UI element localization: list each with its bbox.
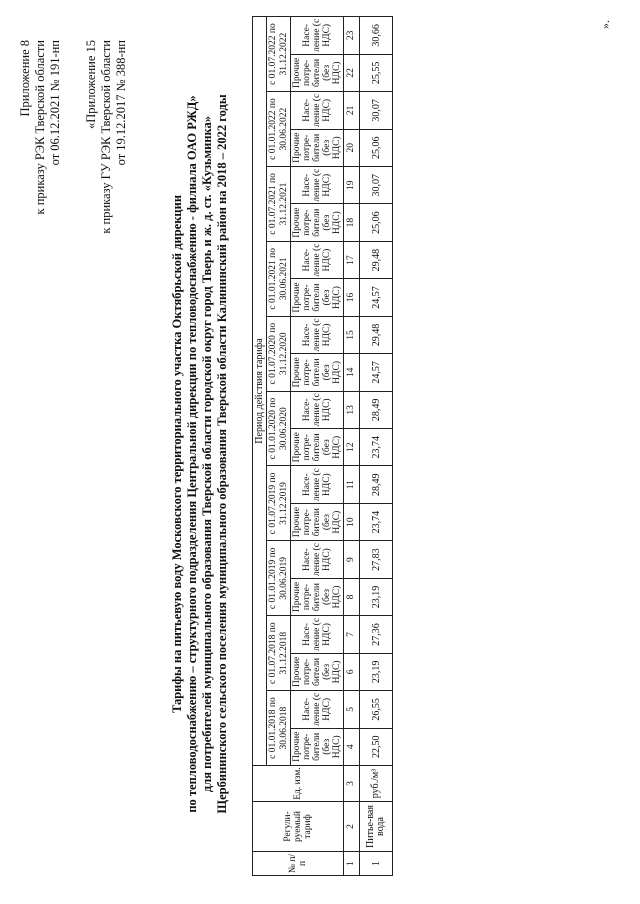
row-number: 1	[360, 852, 393, 876]
population-header: Насе-ление (с НДС)	[291, 92, 344, 129]
population-header: Насе-ление (с НДС)	[291, 241, 344, 278]
tariff-value-cell: 28,49	[360, 391, 393, 428]
population-header: Насе-ление (с НДС)	[291, 167, 344, 204]
other-consumers-header: Прочие потре-бители (без НДС)	[291, 728, 344, 765]
period-header-cell: с 01.07.2020 по 31.12.2020	[267, 316, 291, 391]
tariff-value-cell: 23,74	[360, 429, 393, 466]
title-line: для потребителей муниципального образования Тверской области городской округ город Тверь и ж. д. ст. «Кузьминка»	[200, 115, 214, 793]
title-line: Щербининского сельского поселения муниципального образования Тверской области Калининский район на 2018 – 2022 годы	[215, 94, 229, 814]
period-header-cell: с 01.01.2021 по 30.06.2021	[267, 241, 291, 316]
header-row-1	[253, 17, 267, 876]
column-number-cell: 3	[344, 766, 360, 802]
tariff-value-cell: 27,36	[360, 616, 393, 653]
column-number-cell: 6	[344, 653, 360, 690]
tariff-value-cell: 25,06	[360, 129, 393, 166]
column-number-cell: 1	[344, 852, 360, 876]
other-consumers-header: Прочие потре-бители (без НДС)	[291, 578, 344, 615]
tariff-value-cell: 30,07	[360, 167, 393, 204]
header-unit: Ед. изм.	[253, 766, 344, 802]
population-header: Насе-ление (с НДС)	[291, 17, 344, 55]
population-header: Насе-ление (с НДС)	[291, 616, 344, 653]
column-number-row	[344, 17, 360, 876]
other-consumers-header: Прочие потре-бители (без НДС)	[291, 354, 344, 391]
column-number-cell: 11	[344, 466, 360, 503]
column-number-cell: 8	[344, 578, 360, 615]
other-consumers-header: Прочие потре-бители (без НДС)	[291, 279, 344, 316]
column-number-cell: 19	[344, 167, 360, 204]
other-consumers-header: Прочие потре-бители (без НДС)	[291, 129, 344, 166]
tariff-value-cell: 27,83	[360, 541, 393, 578]
annex-8-line: к приказу РЭК Тверской области	[33, 40, 47, 215]
period-header-cell: с 01.07.2022 по 31.12.2022	[267, 17, 291, 92]
column-number-cell: 20	[344, 129, 360, 166]
header-row-periods	[267, 17, 291, 876]
population-header: Насе-ление (с НДС)	[291, 391, 344, 428]
other-consumers-header: Прочие потре-бители (без НДС)	[291, 54, 344, 91]
tariff-value-cell: 28,49	[360, 466, 393, 503]
column-number-cell: 14	[344, 354, 360, 391]
tariff-table	[252, 16, 393, 876]
column-number-cell: 10	[344, 503, 360, 540]
column-number-cell: 18	[344, 204, 360, 241]
other-consumers-header: Прочие потре-бители (без НДС)	[291, 429, 344, 466]
other-consumers-header: Прочие потре-бители (без НДС)	[291, 204, 344, 241]
title-line: Тарифы на питьевую воду Московского территориального участка Октябрьской дирекции	[170, 194, 184, 714]
tariff-value-cell: 30,07	[360, 92, 393, 129]
annex-8-line: Приложение 8	[18, 40, 32, 117]
annex-8-line: от 06.12.2021 № 191-нп	[48, 40, 62, 166]
annex-15-line: «Приложение 15	[84, 40, 98, 129]
period-header-cell: с 01.07.2021 по 31.12.2021	[267, 167, 291, 242]
other-consumers-header: Прочие потре-бители (без НДС)	[291, 653, 344, 690]
period-header-cell: с 01.01.2022 по 30.06.2022	[267, 92, 291, 167]
annex-15-line: от 19.12.2017 № 388-нп	[114, 40, 128, 166]
column-number-cell: 15	[344, 316, 360, 353]
tariff-table-wrapper	[252, 16, 393, 876]
period-header-cell: с 01.07.2018 по 31.12.2018	[267, 616, 291, 691]
other-consumers-header: Прочие потре-бители (без НДС)	[291, 503, 344, 540]
closing-quote: ».	[598, 20, 612, 29]
column-number-cell: 4	[344, 728, 360, 765]
tariff-value-cell: 23,19	[360, 653, 393, 690]
column-number-cell: 22	[344, 54, 360, 91]
annex-15-reference	[84, 40, 129, 234]
column-number-cell: 23	[344, 17, 360, 55]
document-title	[170, 94, 230, 814]
period-header-cell: с 01.07.2019 по 31.12.2019	[267, 466, 291, 541]
tariff-value-cell: 24,57	[360, 279, 393, 316]
column-number-cell: 17	[344, 241, 360, 278]
column-number-cell: 7	[344, 616, 360, 653]
tariff-value-cell: 23,19	[360, 578, 393, 615]
population-header: Насе-ление (с НДС)	[291, 691, 344, 728]
row-unit: руб./м³	[360, 766, 393, 802]
column-number-cell: 21	[344, 92, 360, 129]
tariff-value-cell: 22,50	[360, 728, 393, 765]
table-row	[360, 17, 393, 876]
tariff-value-cell: 25,06	[360, 204, 393, 241]
tariff-value-cell: 25,55	[360, 54, 393, 91]
column-number-cell: 13	[344, 391, 360, 428]
period-header-cell: с 01.01.2019 по 30.06.2019	[267, 541, 291, 616]
header-tariff: Регули-руемый тариф	[253, 802, 344, 852]
header-row-consumers	[291, 17, 344, 876]
column-number-cell: 2	[344, 802, 360, 852]
tariff-value-cell: 29,48	[360, 241, 393, 278]
population-header: Насе-ление (с НДС)	[291, 316, 344, 353]
annex-8-reference	[18, 40, 63, 214]
column-number-cell: 12	[344, 429, 360, 466]
column-number-cell: 16	[344, 279, 360, 316]
header-number: № п/п	[253, 852, 344, 876]
population-header: Насе-ление (с НДС)	[291, 541, 344, 578]
row-tariff: Питье-вая вода	[360, 802, 393, 852]
tariff-value-cell: 30,66	[360, 17, 393, 55]
column-number-cell: 9	[344, 541, 360, 578]
annex-15-line: к приказу ГУ РЭК Тверской области	[99, 40, 113, 234]
tariff-value-cell: 24,57	[360, 354, 393, 391]
tariff-value-cell: 23,74	[360, 503, 393, 540]
header-period: Период действия тарифа	[253, 17, 267, 766]
title-line: по тепловодоснабжению – структурного подразделения Центральной дирекции по тепловодоснабжению - филиала ОАО РЖД»	[185, 95, 199, 813]
tariff-value-cell: 29,48	[360, 316, 393, 353]
period-header-cell: с 01.01.2018 по 30.06.2018	[267, 691, 291, 766]
population-header: Насе-ление (с НДС)	[291, 466, 344, 503]
period-header-cell: с 01.01.2020 по 30.06.2020	[267, 391, 291, 466]
tariff-value-cell: 26,55	[360, 691, 393, 728]
column-number-cell: 5	[344, 691, 360, 728]
